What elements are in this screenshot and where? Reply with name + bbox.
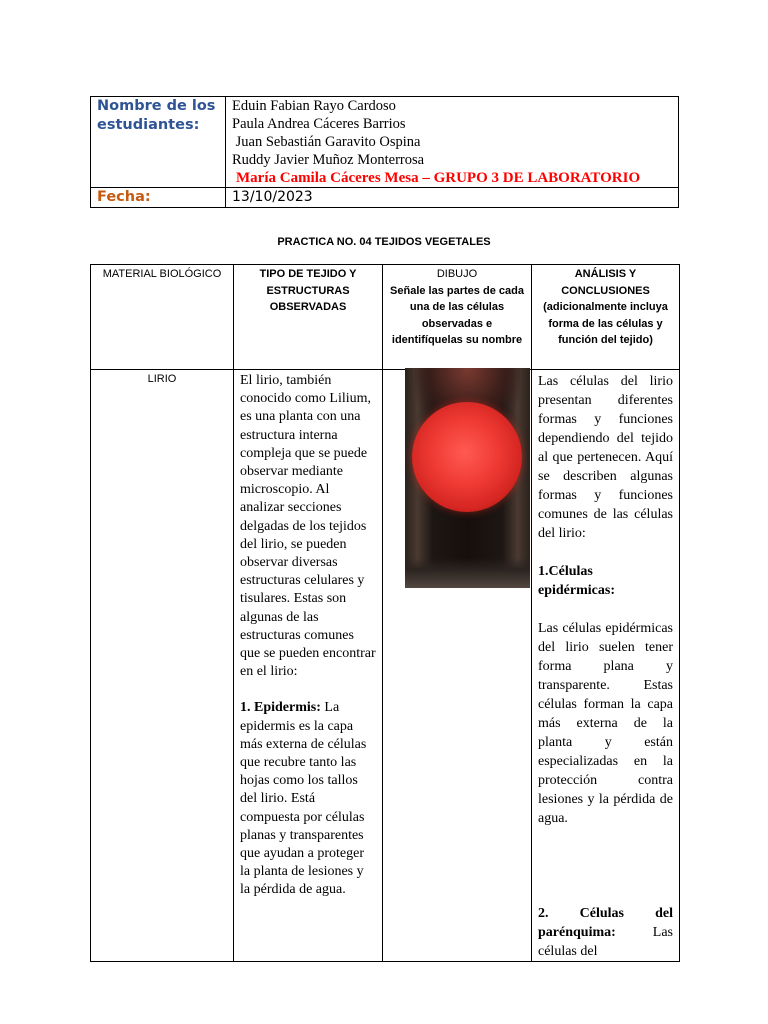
students-label: Nombre de los estudiantes: bbox=[91, 97, 226, 188]
header-analisis-sub: (adicionalmente incluya forma de las células y función del tejido) bbox=[543, 301, 668, 346]
epidermis-paragraph bbox=[240, 699, 376, 899]
student-name: Juan Sebastián Garavito Ospina bbox=[232, 134, 421, 150]
analysis-intro: Las células del lirio presentan diferentes formas y funciones dependiendo del tejido al que pertenecen. Aquí se describen algunas formas y funciones comunes de las células del lirio: bbox=[538, 374, 673, 541]
student-info-table bbox=[90, 96, 679, 208]
tipo-intro: El lirio, también conocido como Lilium, es una planta con una estructura interna compleja que se puede observar mediante microscopio. Al analizar secciones delgadas de los tejidos del lirio, se pueden observar diversas estructuras celulares y tisulares. Estas son algunas de las estructuras comunes que se pueden encontrar en el lirio: bbox=[240, 373, 376, 680]
header-material: MATERIAL BIOLÓGICO bbox=[91, 265, 234, 370]
header-tipo: TIPO DE TEJIDO Y ESTRUCTURAS OBSERVADAS bbox=[234, 265, 383, 370]
epidermis-heading: 1. Epidermis: bbox=[240, 700, 321, 716]
header-analisis-title: ANÁLISIS Y CONCLUSIONES bbox=[561, 268, 650, 297]
student-name: Paula Andrea Cáceres Barrios bbox=[232, 116, 406, 132]
analysis-heading-2: 2. Células del parénquima: bbox=[538, 906, 673, 940]
date-label: Fecha: bbox=[91, 188, 226, 208]
epidermis-text: La epidermis es la capa más externa de células que recubre tanto las hojas como los tallos del lirio. Está compuesta por células planas y transparentes que ayudan a proteger la planta de lesiones y la pérdida de agua. bbox=[240, 700, 367, 898]
student-name: Eduin Fabian Rayo Cardoso bbox=[232, 98, 396, 114]
microscope-photo bbox=[405, 368, 530, 588]
practice-title: PRACTICA NO. 04 TEJIDOS VEGETALES bbox=[277, 236, 491, 248]
header-dibujo-sub: Señale las partes de cada una de las células observadas e identifíquelas su nombre bbox=[390, 284, 524, 346]
analysis-heading-1: 1.Células epidérmicas: bbox=[538, 564, 615, 598]
group-line: María Camila Cáceres Mesa – GRUPO 3 DE LABORATORIO bbox=[236, 170, 641, 186]
analysis-paragraph-1: Las células epidérmicas del lirio suelen tener forma plana y transparente. Estas células forman la capa más externa de la planta y están especializadas en la protección contra lesiones y la pérdida de agua. bbox=[538, 621, 673, 826]
analysis-cell bbox=[532, 370, 680, 962]
student-names bbox=[226, 97, 679, 188]
lab-table bbox=[90, 264, 680, 962]
date-value: 13/10/2023 bbox=[226, 188, 679, 208]
student-name: Ruddy Javier Muñoz Monterrosa bbox=[232, 152, 425, 168]
header-analisis bbox=[532, 265, 680, 370]
analysis-text-2: Las células del bbox=[538, 925, 673, 959]
material-cell: LIRIO bbox=[91, 370, 234, 962]
table-header-row bbox=[91, 265, 680, 370]
header-dibujo-title: DIBUJO bbox=[436, 268, 478, 280]
tipo-cell bbox=[234, 370, 383, 962]
specimen-disc bbox=[412, 402, 522, 512]
analysis-paragraph-2 bbox=[538, 904, 673, 961]
table-row bbox=[91, 370, 680, 962]
header-dibujo bbox=[383, 265, 532, 370]
